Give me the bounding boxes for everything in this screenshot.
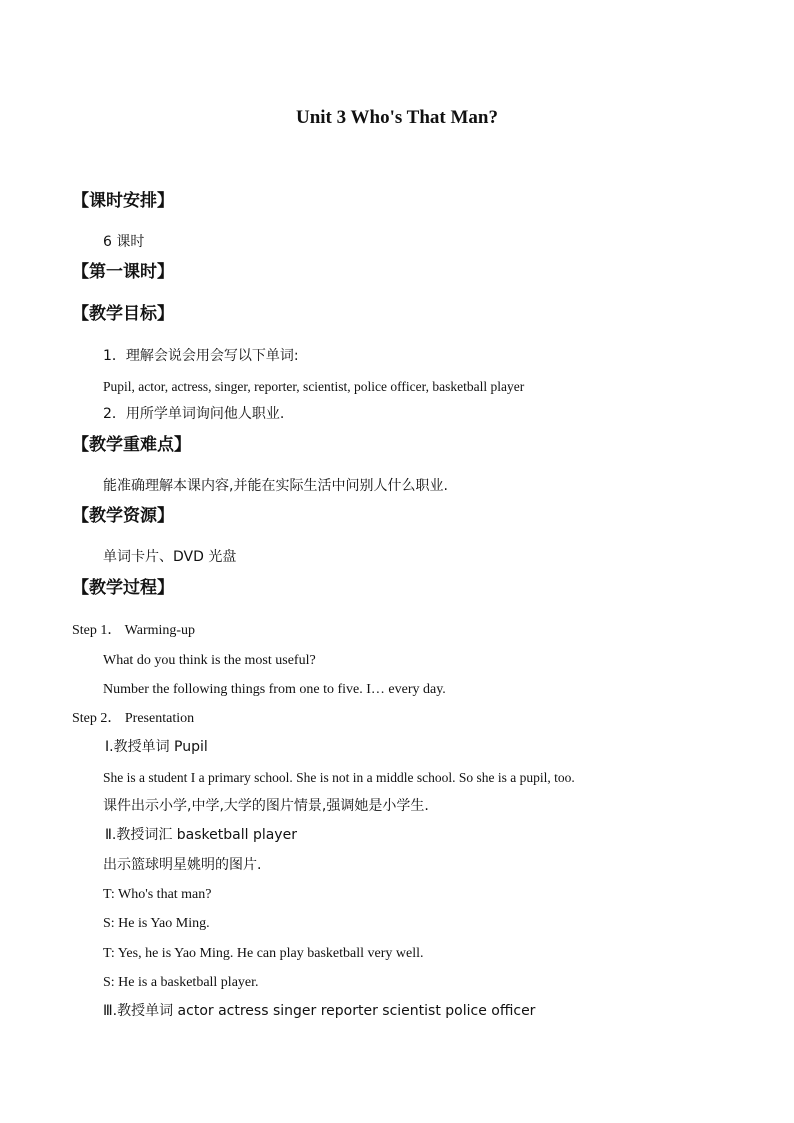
section-heading-process: 【教学过程】 [72, 578, 174, 598]
step-1-line-2: Number the following things from one to five. I… every day. [103, 682, 446, 697]
section-heading-goals: 【教学目标】 [72, 304, 174, 324]
section-heading-resources: 【教学资源】 [72, 506, 174, 526]
part-1-line-2: 课件出示小学,中学,大学的图片情景,强调她是小学生. [103, 798, 429, 814]
section-heading-schedule: 【课时安排】 [72, 191, 174, 211]
step-1-heading: Step 1． Warming-up [72, 623, 196, 638]
dialog-line-4: S: He is a basketball player. [103, 975, 259, 990]
section-heading-lesson: 【第一课时】 [72, 262, 174, 282]
dialog-line-3: T: Yes, he is Yao Ming. He can play basketball very well. [103, 946, 424, 961]
document-title: Unit 3 Who's That Man? [295, 107, 498, 128]
schedule-text: 6 课时 [103, 234, 145, 250]
step-2-heading: Step 2． Presentation [72, 711, 195, 726]
step-1-line-1: What do you think is the most useful? [103, 653, 316, 668]
resources-text: 单词卡片、DVD 光盘 [103, 549, 237, 565]
goal-word-list: Pupil, actor, actress, singer, reporter, scientist, police officer, basketball player [103, 379, 525, 394]
keypoints-text: 能准确理解本课内容,并能在实际生活中问别人什么职业. [103, 478, 448, 494]
part-1-heading: Ⅰ.教授单词 Pupil [105, 739, 208, 755]
part-2-line-1: 出示篮球明星姚明的图片. [103, 857, 262, 873]
part-2-heading: Ⅱ.教授词汇 basketball player [105, 827, 297, 843]
dialog-line-1: T: Who's that man? [103, 887, 212, 902]
dialog-line-2: S: He is Yao Ming. [103, 916, 210, 931]
part-3-heading: Ⅲ.教授单词 actor actress singer reporter scientist police officer [103, 1003, 536, 1019]
goal-item-1: 1．理解会说会用会写以下单词: [103, 348, 299, 364]
section-heading-keypoints: 【教学重难点】 [72, 435, 191, 455]
part-1-line-1: She is a student I a primary school. She is not in a middle school. So she is a pupil, too. [103, 770, 575, 785]
goal-item-2: 2．用所学单词询问他人职业. [103, 406, 285, 422]
